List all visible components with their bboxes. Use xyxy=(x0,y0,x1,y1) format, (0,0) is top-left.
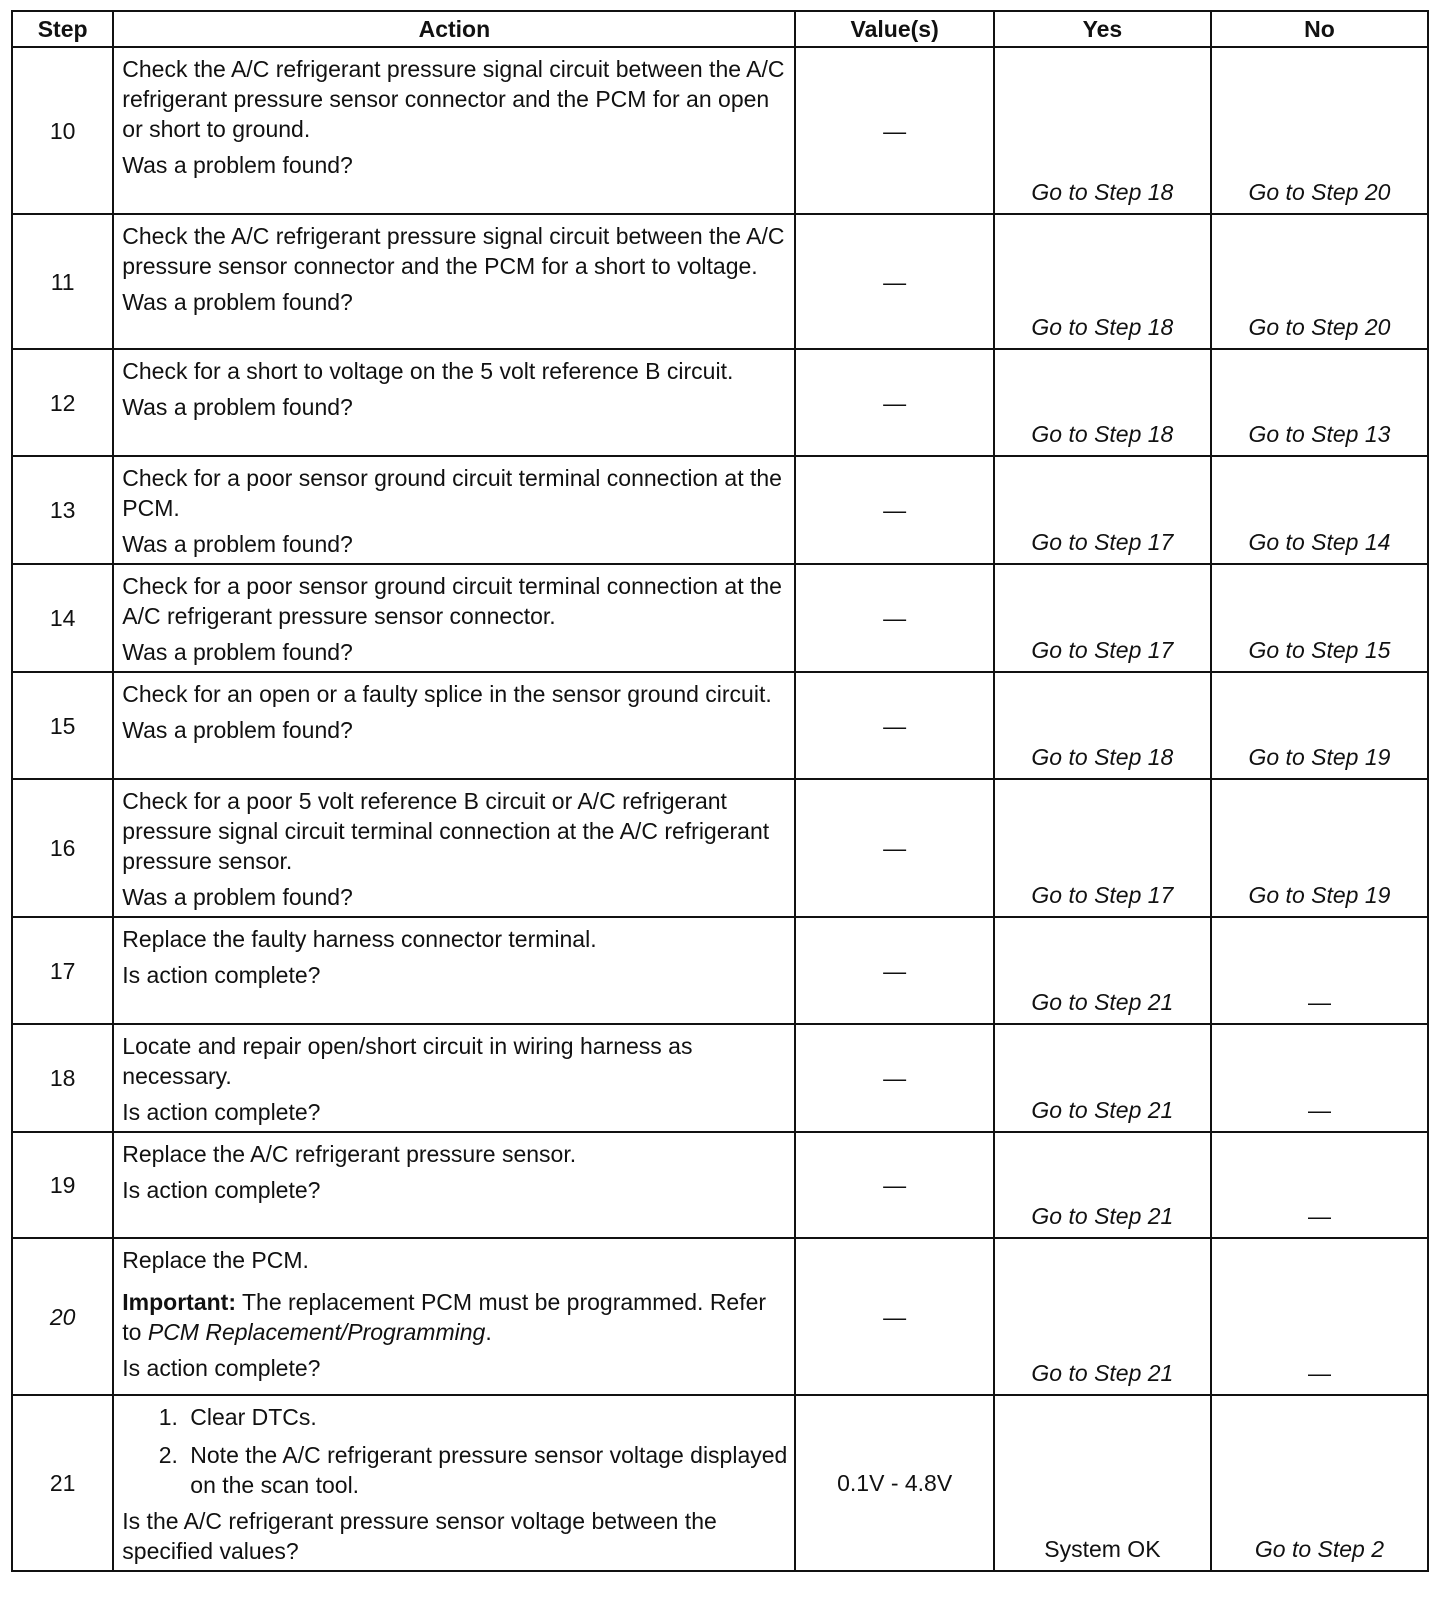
yes-cell: Go to Step 17 xyxy=(994,779,1211,917)
diagnostic-table xyxy=(11,10,1429,1572)
action-text: Replace the faulty harness connector terminal. xyxy=(122,926,597,952)
yes-cell: Go to Step 18 xyxy=(994,672,1211,779)
no-cell: Go to Step 2 xyxy=(1211,1395,1428,1571)
value-cell: — xyxy=(795,1238,993,1395)
yes-cell: Go to Step 17 xyxy=(994,564,1211,672)
yes-cell: Go to Step 18 xyxy=(994,214,1211,349)
important-end: . xyxy=(485,1319,492,1345)
table-row xyxy=(12,1132,1428,1238)
step-number: 16 xyxy=(12,779,113,917)
no-cell: Go to Step 19 xyxy=(1211,672,1428,779)
action-question: Is action complete? xyxy=(122,962,321,988)
step-number: 15 xyxy=(12,672,113,779)
table-row xyxy=(12,47,1428,214)
action-cell xyxy=(113,917,795,1024)
list-item: 2. Note the A/C refrigerant pressure sensor voltage displayed on the scan tool. xyxy=(184,1440,788,1500)
step-number: 12 xyxy=(12,349,113,456)
action-cell xyxy=(113,47,795,214)
action-question: Was a problem found? xyxy=(122,639,353,665)
action-cell xyxy=(113,456,795,564)
step-number: 17 xyxy=(12,917,113,1024)
action-cell xyxy=(113,214,795,349)
table-row xyxy=(12,1024,1428,1132)
value-cell: — xyxy=(795,47,993,214)
action-cell xyxy=(113,349,795,456)
no-cell: Go to Step 20 xyxy=(1211,214,1428,349)
table-row-20 xyxy=(12,1238,1428,1395)
table-row xyxy=(12,349,1428,456)
important-label: Important: xyxy=(122,1289,236,1315)
yes-cell: System OK xyxy=(994,1395,1211,1571)
action-cell xyxy=(113,779,795,917)
action-text: Check for a short to voltage on the 5 volt reference B circuit. xyxy=(122,358,734,384)
no-cell: — xyxy=(1211,1238,1428,1395)
yes-cell: Go to Step 17 xyxy=(994,456,1211,564)
value-cell: — xyxy=(795,214,993,349)
value-cell: — xyxy=(795,1132,993,1238)
no-cell: — xyxy=(1211,917,1428,1024)
action-text: Check for an open or a faulty splice in the sensor ground circuit. xyxy=(122,681,772,707)
step-number: 10 xyxy=(12,47,113,214)
action-text: Replace the A/C refrigerant pressure sensor. xyxy=(122,1141,577,1167)
action-question: Was a problem found? xyxy=(122,717,353,743)
action-list xyxy=(122,1402,788,1500)
no-cell: Go to Step 13 xyxy=(1211,349,1428,456)
action-question: Was a problem found? xyxy=(122,289,353,315)
action-question: Was a problem found? xyxy=(122,884,353,910)
header-no: No xyxy=(1211,11,1428,47)
yes-cell: Go to Step 18 xyxy=(994,47,1211,214)
yes-cell: Go to Step 21 xyxy=(994,1132,1211,1238)
yes-cell: Go to Step 21 xyxy=(994,1238,1211,1395)
value-cell: — xyxy=(795,1024,993,1132)
reference-link-text: PCM Replacement/Programming xyxy=(147,1319,486,1345)
no-cell: — xyxy=(1211,1132,1428,1238)
table-row xyxy=(12,672,1428,779)
action-text: Check the A/C refrigerant pressure signal circuit between the A/C pressure sensor connector and the PCM for a short to voltage. xyxy=(122,223,785,279)
step-number: 20 xyxy=(12,1238,113,1395)
action-question: Was a problem found? xyxy=(122,394,353,420)
important-text: The replacement PCM must be programmed. Refer to xyxy=(122,1289,767,1345)
no-cell: Go to Step 14 xyxy=(1211,456,1428,564)
no-cell: Go to Step 20 xyxy=(1211,47,1428,214)
action-text: Check for a poor sensor ground circuit terminal connection at the A/C refrigerant pressure sensor connector. xyxy=(122,573,782,629)
value-cell: — xyxy=(795,349,993,456)
action-text: Check for a poor 5 volt reference B circuit or A/C refrigerant pressure signal circuit terminal connection at the A/C refrigerant pressure sensor. xyxy=(122,788,770,874)
action-text: Check for a poor sensor ground circuit terminal connection at the PCM. xyxy=(122,465,782,521)
value-cell: — xyxy=(795,564,993,672)
table-row xyxy=(12,564,1428,672)
yes-cell: Go to Step 21 xyxy=(994,917,1211,1024)
yes-cell: Go to Step 21 xyxy=(994,1024,1211,1132)
step-number: 13 xyxy=(12,456,113,564)
table-row xyxy=(12,917,1428,1024)
table-row xyxy=(12,214,1428,349)
table-row xyxy=(12,779,1428,917)
value-cell: — xyxy=(795,917,993,1024)
header-step: Step xyxy=(12,11,113,47)
action-cell xyxy=(113,1132,795,1238)
table-row xyxy=(12,456,1428,564)
header-values: Value(s) xyxy=(795,11,993,47)
value-cell: — xyxy=(795,456,993,564)
action-text: Locate and repair open/short circuit in wiring harness as necessary. xyxy=(122,1033,693,1089)
action-cell xyxy=(113,564,795,672)
header-action: Action xyxy=(113,11,795,47)
step-number: 14 xyxy=(12,564,113,672)
action-question: Is action complete? xyxy=(122,1099,321,1125)
action-text: Check the A/C refrigerant pressure signal circuit between the A/C refrigerant pressure sensor connector and the PCM for an open or short to ground. xyxy=(122,56,785,142)
action-question: Was a problem found? xyxy=(122,152,353,178)
table-row-21 xyxy=(12,1395,1428,1571)
value-cell: — xyxy=(795,779,993,917)
important-note xyxy=(122,1287,788,1347)
list-item: 1. Clear DTCs. xyxy=(184,1402,788,1432)
action-question: Is the A/C refrigerant pressure sensor voltage between the specified values? xyxy=(122,1508,717,1564)
no-cell: Go to Step 19 xyxy=(1211,779,1428,917)
action-cell xyxy=(113,1238,795,1395)
no-cell: — xyxy=(1211,1024,1428,1132)
action-question: Is action complete? xyxy=(122,1177,321,1203)
header-row xyxy=(12,11,1428,47)
step-number: 11 xyxy=(12,214,113,349)
value-cell: — xyxy=(795,672,993,779)
action-cell xyxy=(113,672,795,779)
header-yes: Yes xyxy=(994,11,1211,47)
step-number: 18 xyxy=(12,1024,113,1132)
action-cell xyxy=(113,1024,795,1132)
action-cell xyxy=(113,1395,795,1571)
no-cell: Go to Step 15 xyxy=(1211,564,1428,672)
value-cell: 0.1V - 4.8V xyxy=(795,1395,993,1571)
step-number: 19 xyxy=(12,1132,113,1238)
action-question: Was a problem found? xyxy=(122,531,353,557)
action-question: Is action complete? xyxy=(122,1355,321,1381)
step-number: 21 xyxy=(12,1395,113,1571)
yes-cell: Go to Step 18 xyxy=(994,349,1211,456)
action-text: Replace the PCM. xyxy=(122,1247,309,1273)
